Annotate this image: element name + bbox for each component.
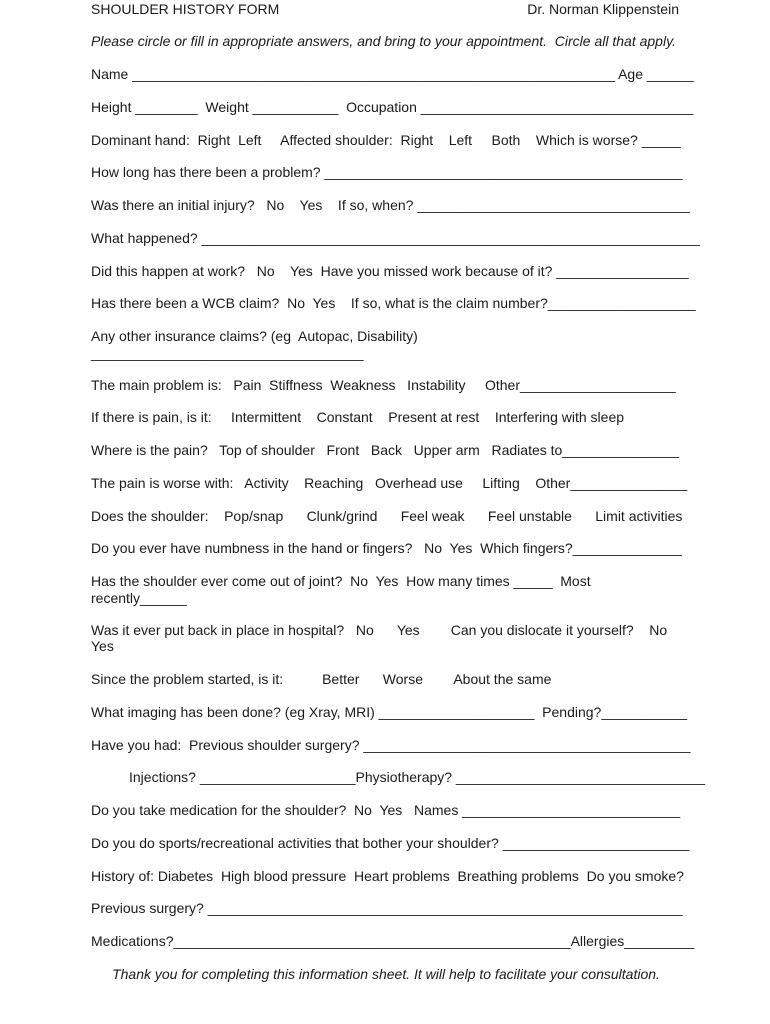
form-page	[91, 0, 706, 1024]
dominant-hand-line[interactable]: Dominant hand: Right Left Affected shoulder: Right Left Both Which is worse? _____	[91, 132, 681, 148]
hospital-reduction-yes[interactable]: Yes	[91, 638, 114, 654]
work-injury-line[interactable]: Did this happen at work? No Yes Have you missed work because of it? _________________	[91, 263, 689, 279]
insurance-claims-line: Any other insurance claims? (eg Autopac, Disability)	[91, 328, 418, 344]
what-happened-line[interactable]: What happened? ________________________________________________________________	[91, 230, 700, 246]
main-problem-line[interactable]: The main problem is: Pain Stiffness Weakness Instability Other____________________	[91, 377, 676, 393]
previous-surgery-line[interactable]: Previous surgery? _____________________________________________________________	[91, 900, 683, 916]
numbness-line[interactable]: Do you ever have numbness in the hand or fingers? No Yes Which fingers?______________	[91, 540, 682, 556]
doctor-name: Dr. Norman Klippenstein	[527, 1, 679, 17]
imaging-line[interactable]: What imaging has been done? (eg Xray, MRI) ____________________ Pending?___________	[91, 704, 687, 720]
insurance-claims-blank[interactable]: ___________________________________	[91, 345, 364, 361]
height-weight-occupation-line[interactable]: Height ________ Weight ___________ Occupation ___________________________________	[91, 99, 694, 115]
name-age-line[interactable]: Name ______________________________________________________________ Age ______	[91, 66, 694, 82]
problem-duration-line[interactable]: How long has there been a problem? ______________________________________________	[91, 164, 683, 180]
sports-line[interactable]: Do you do sports/recreational activities that bother your shoulder? ________________________	[91, 835, 690, 851]
dislocation-line[interactable]: Has the shoulder ever come out of joint? No Yes How many times _____ Most	[91, 573, 591, 589]
wcb-claim-line[interactable]: Has there been a WCB claim? No Yes If so, what is the claim number?___________________	[91, 295, 696, 311]
dislocation-recently-line[interactable]: recently______	[91, 590, 187, 606]
initial-injury-line[interactable]: Was there an initial injury? No Yes If so, when? ___________________________________	[91, 197, 690, 213]
injections-physio-line[interactable]: Injections? ____________________Physiotherapy? ________________________________	[129, 769, 706, 785]
pain-worse-line[interactable]: The pain is worse with: Activity Reaching Overhead use Lifting Other_______________	[91, 475, 688, 491]
instructions-text: Please circle or fill in appropriate answers, and bring to your appointment. Circle all that apply.	[91, 33, 676, 49]
medications-allergies-line[interactable]: Medications?___________________________________________________Allergies_________	[91, 933, 695, 949]
form-title: SHOULDER HISTORY FORM	[91, 1, 280, 17]
pain-type-line[interactable]: If there is pain, is it: Intermittent Constant Present at rest Interfering with sleep	[91, 409, 625, 425]
pain-location-line[interactable]: Where is the pain? Top of shoulder Front Back Upper arm Radiates to_______________	[91, 442, 680, 458]
hospital-reduction-line[interactable]: Was it ever put back in place in hospital? No Yes Can you dislocate it yourself? No	[91, 622, 668, 638]
previous-surgery-shoulder-line[interactable]: Have you had: Previous shoulder surgery? __________________________________________	[91, 737, 691, 753]
progress-line[interactable]: Since the problem started, is it: Better Worse About the same	[91, 671, 552, 687]
shoulder-symptoms-line[interactable]: Does the shoulder: Pop/snap Clunk/grind Feel weak Feel unstable Limit activities	[91, 508, 683, 524]
medication-line[interactable]: Do you take medication for the shoulder? No Yes Names ____________________________	[91, 802, 681, 818]
thank-you-note: Thank you for completing this information sheet. It will help to facilitate your consultation.	[112, 966, 660, 982]
medical-history-line[interactable]: History of: Diabetes High blood pressure Heart problems Breathing problems Do you smoke?	[91, 868, 684, 884]
